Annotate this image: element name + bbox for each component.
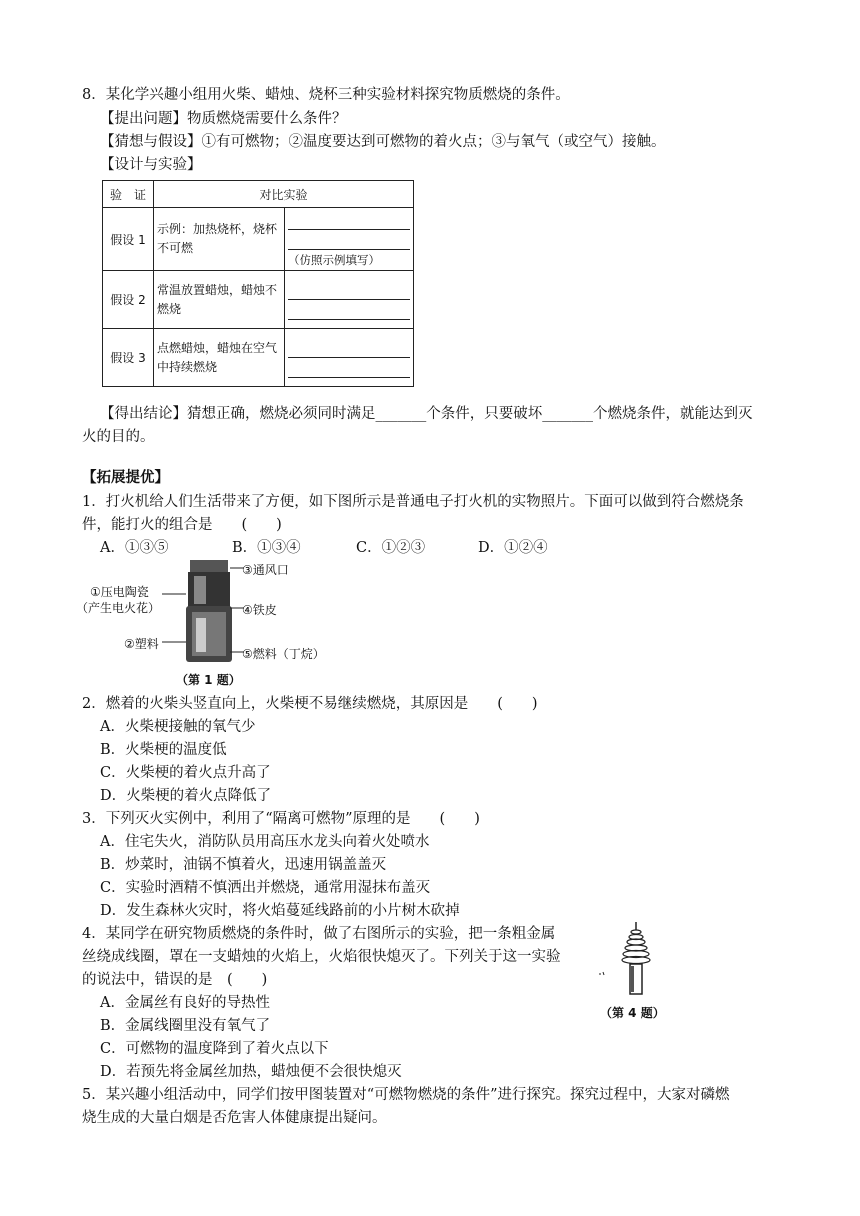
figure-label-plastic: ②塑料 <box>124 637 159 651</box>
example-text: 常温放置蜡烛，蜡烛不燃烧 <box>154 271 285 329</box>
answer-blank[interactable] <box>288 358 410 378</box>
hypothesis-label: 假设 3 <box>103 329 154 387</box>
q8-design: 【设计与实验】 <box>100 157 202 173</box>
example-text: 示例：加热烧杯，烧杯不可燃 <box>154 208 285 271</box>
figure-label-iron: ④铁皮 <box>242 603 277 617</box>
q2-option-a[interactable]: A．火柴梗接触的氧气少 <box>100 719 256 735</box>
q1-option-b[interactable]: B．①③④ <box>232 540 301 556</box>
table-row <box>103 329 414 387</box>
q1-option-d[interactable]: D．①②④ <box>478 540 548 556</box>
hypothesis-label: 假设 2 <box>103 271 154 329</box>
answer-cell[interactable] <box>285 329 414 387</box>
q4-figure-caption: （第 4 题） <box>600 1006 665 1020</box>
figure-caption: （第 1 题） <box>176 673 241 687</box>
answer-blank[interactable] <box>288 300 410 320</box>
q8-conclusion-cont: 火的目的。 <box>82 429 155 445</box>
q3-option-d[interactable]: D．发生森林火灾时，将火焰蔓延线路前的小片树木砍掉 <box>100 903 460 919</box>
answer-blank[interactable] <box>288 210 410 230</box>
figure-label-fuel: ⑤燃料（丁烷） <box>242 647 325 661</box>
q3-option-b[interactable]: B．炒菜时，油锅不慎着火，迅速用锅盖盖灭 <box>100 857 387 873</box>
q8-hypothesis: 【猜想与假设】①有可燃物；②温度要达到可燃物的着火点；③与氧气（或空气）接触。 <box>100 134 666 150</box>
q4-stem: 4．某同学在研究物质燃烧的条件时，做了右图所示的实验，把一条粗金属 <box>82 926 556 942</box>
figure-label-ceramic: ①压电陶瓷 <box>90 585 149 599</box>
q2-stem: 2．燃着的火柴头竖直向上，火柴梗不易继续燃烧，其原因是 ( ) <box>82 696 538 712</box>
q8-question: 【提出问题】物质燃烧需要什么条件？ <box>100 111 347 127</box>
q8-conclusion: 【得出结论】猜想正确，燃烧必须同时满足_______个条件，只要破坏_______个燃烧条件，就能达到灭 <box>100 406 753 422</box>
figure-label-spark: （产生电火花） <box>76 601 161 615</box>
q4-option-a[interactable]: A．金属丝有良好的导热性 <box>100 995 270 1011</box>
table-row <box>103 271 414 329</box>
candle-coil-figure <box>596 920 676 1002</box>
table-header-verify: 验 证 <box>103 181 154 208</box>
fill-note: （仿照示例填写） <box>288 253 380 267</box>
figure-label-vent: ③通风口 <box>242 563 289 577</box>
q1-option-a[interactable]: A．①③⑤ <box>100 540 169 556</box>
q4-stem-cont2: 的说法中，错误的是 ( ) <box>82 972 268 988</box>
experiment-table <box>102 180 414 387</box>
q1-stem: 1．打火机给人们生活带来了方便，如下图所示是普通电子打火机的实物照片。下面可以做到符合燃烧条 <box>82 494 744 510</box>
q2-option-d[interactable]: D．火柴梗的着火点降低了 <box>100 788 272 804</box>
q5-stem-cont: 烧生成的大量白烟是否危害人体健康提出疑问。 <box>82 1110 387 1126</box>
q3-option-a[interactable]: A．住宅失火，消防队员用高压水龙头向着火处喷水 <box>100 834 430 850</box>
q4-option-d[interactable]: D．若预先将金属丝加热，蜡烛便不会很快熄灭 <box>100 1064 402 1080</box>
example-text: 点燃蜡烛，蜡烛在空气中持续燃烧 <box>154 329 285 387</box>
q4-stem-cont: 丝绕成线圈，罩在一支蜡烛的火焰上，火焰很快熄灭了。下列关于这一实验 <box>82 949 561 965</box>
section-title: 【拓展提优】 <box>82 469 169 486</box>
answer-blank[interactable] <box>288 230 410 250</box>
table-header-compare: 对比实验 <box>154 181 414 208</box>
q1-option-c[interactable]: C．①②③ <box>356 540 426 556</box>
q3-stem: 3．下列灭火实例中，利用了“隔离可燃物”原理的是 ( ) <box>82 811 480 827</box>
answer-cell[interactable] <box>285 271 414 329</box>
answer-blank[interactable] <box>288 280 410 300</box>
q1-stem-cont: 件，能打火的组合是 ( ) <box>82 517 282 533</box>
q2-option-c[interactable]: C．火柴梗的着火点升高了 <box>100 765 271 781</box>
q5-stem: 5．某兴趣小组活动中，同学们按甲图装置对“可燃物燃烧的条件”进行探究。探究过程中，大家对磷燃 <box>82 1087 730 1103</box>
table-row <box>103 208 414 271</box>
q4-option-b[interactable]: B．金属线圈里没有氧气了 <box>100 1018 271 1034</box>
q3-option-c[interactable]: C．实验时酒精不慎洒出并燃烧，通常用湿抹布盖灭 <box>100 880 431 896</box>
answer-cell[interactable] <box>285 208 414 271</box>
q2-option-b[interactable]: B．火柴梗的温度低 <box>100 742 227 758</box>
hypothesis-label: 假设 1 <box>103 208 154 271</box>
q8-stem: 8．某化学兴趣小组用火柴、蜡烛、烧杯三种实验材料探究物质燃烧的条件。 <box>82 87 570 103</box>
answer-blank[interactable] <box>288 338 410 358</box>
q4-option-c[interactable]: C．可燃物的温度降到了着火点以下 <box>100 1041 329 1057</box>
